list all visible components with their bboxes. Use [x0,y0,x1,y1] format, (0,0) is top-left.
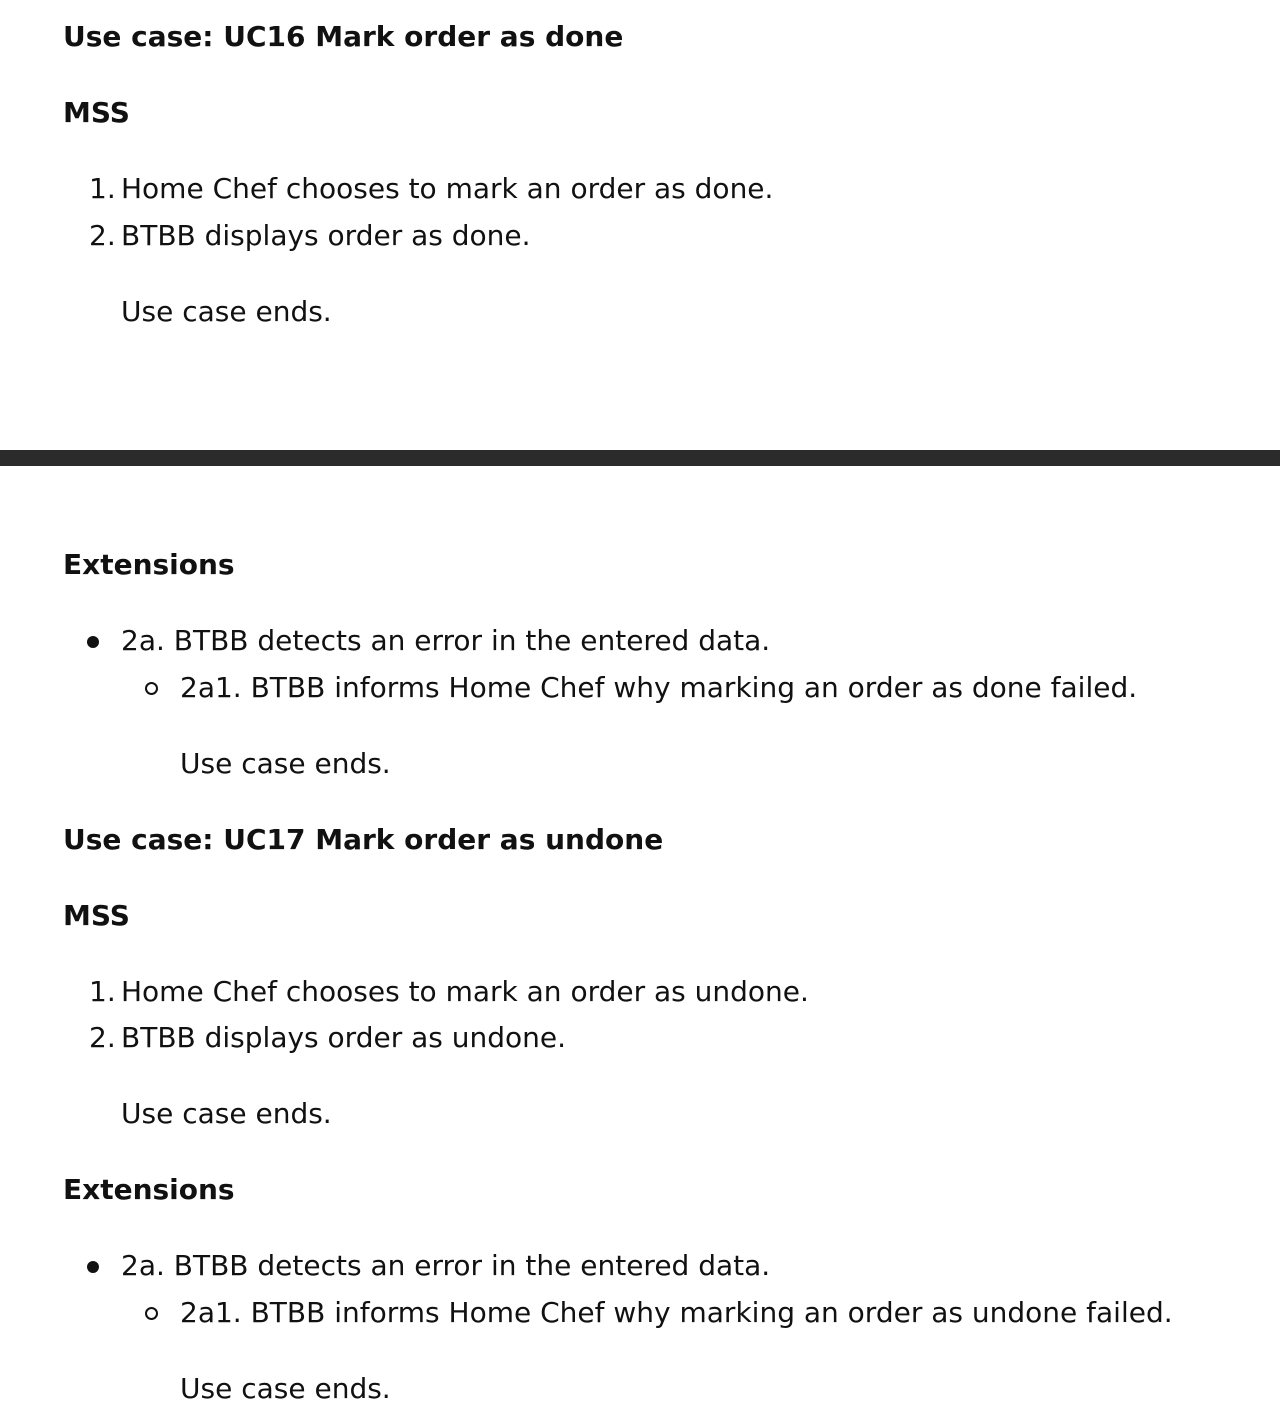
step-text: Home Chef chooses to mark an order as done. [121,172,774,205]
uc16-use-case-ends: Use case ends. [121,295,332,328]
circle-bullet-icon [145,682,158,695]
step-text: BTBB displays order as undone. [121,1021,567,1054]
uc17-extensions-heading: Extensions [63,1173,235,1206]
bullet-icon [87,636,99,648]
uc16-title: Use case: UC16 Mark order as done [63,20,624,53]
uc17-mss-heading: MSS [63,899,130,932]
step-number: 1. [89,975,116,1008]
sub-extension-text: 2a1. BTBB informs Home Chef why marking an order as done failed. [180,671,1138,704]
extension-text: 2a. BTBB detects an error in the entered data. [121,624,771,657]
uc17-use-case-ends: Use case ends. [121,1097,332,1130]
step-number: 1. [89,172,116,205]
uc16-sub-use-case-ends: Use case ends. [180,747,391,780]
step-text: BTBB displays order as done. [121,219,531,252]
step-text: Home Chef chooses to mark an order as undone. [121,975,809,1008]
circle-bullet-icon [145,1307,158,1320]
bullet-icon [87,1261,99,1273]
uc16-mss-heading: MSS [63,96,130,129]
uc17-title: Use case: UC17 Mark order as undone [63,823,664,856]
uc17-sub-use-case-ends: Use case ends. [180,1372,391,1405]
sub-extension-text: 2a1. BTBB informs Home Chef why marking an order as undone failed. [180,1296,1173,1329]
horizontal-divider [0,450,1280,466]
step-number: 2. [89,219,116,252]
extension-text: 2a. BTBB detects an error in the entered data. [121,1249,771,1282]
uc16-extensions-heading: Extensions [63,548,235,581]
step-number: 2. [89,1021,116,1054]
